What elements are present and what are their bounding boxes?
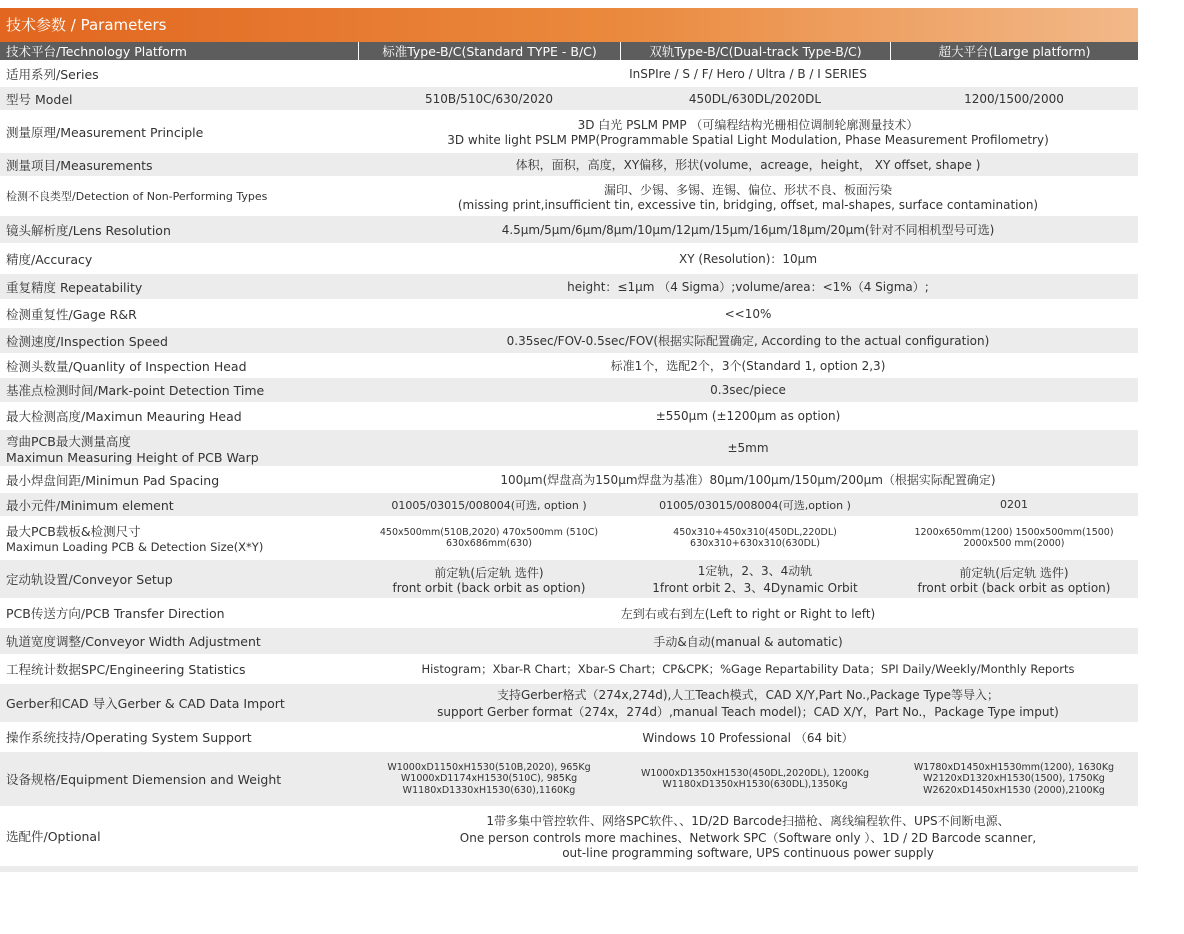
detection-line-2: (missing print,insufficient tin, excessive tin, bridging, offset, mal-shapes, surface contamination) [457,197,1039,212]
row-value: 左到右或右到左(Left to right or Right to left) [358,600,1138,628]
loading-dual [620,518,890,560]
table-row-minelement [0,493,1138,518]
row-label: 选配件/Optional [0,808,358,866]
conveyor-standard [358,560,620,600]
row-value: Histogram；Xbar-R Chart；Xbar-S Chart；CP&CPK；%Gage Repartability Data；SPI Daily/Weekly/Monthly Reports [358,656,1138,684]
row-value [358,808,1138,866]
table-row-repeatability [0,274,1138,301]
row-label: Gerber和CAD 导入Gerber & CAD Data Import [0,684,358,724]
table-row-conveyor [0,560,1138,600]
table-row-principle [0,112,1138,153]
row-value: 0.3sec/piece [358,378,1138,404]
row-label: 精度/Accuracy [0,245,358,274]
table-header-row [0,42,1138,62]
loading-large-2: 2000x500 mm(2000) [963,538,1065,549]
conveyor-standard-1: 前定轨(后定轨 选件) [434,565,544,580]
table-row-speed [0,328,1138,355]
row-label: 最小元件/Minimum element [0,493,358,518]
row-label: 检测速度/Inspection Speed [0,328,358,355]
loading-dual-2: 630x310+630x310(630DL) [690,538,820,549]
conveyor-large-1: 前定轨(后定轨 选件) [959,565,1069,580]
table-row-model [0,87,1138,112]
table-row-heads [0,355,1138,378]
row-value [358,112,1138,153]
row-label [0,518,358,560]
row-value: 体积，面积，高度，XY偏移，形状(volume，acreage，height， XY offset, shape ) [358,153,1138,178]
dimension-large-3: W2620xD1450xH1530 (2000),2100Kg [923,784,1105,796]
loading-label-1: 最大PCB载板&检测尺寸 [6,524,141,539]
loading-label-2: Maximun Loading PCB & Detection Size(X*Y) [6,540,264,554]
row-label: 轨道宽度调整/Conveyor Width Adjustment [0,628,358,656]
row-value: 标准1个，选配2个，3个(Standard 1, option 2,3) [358,355,1138,378]
optional-line-1: 1带多集中管控软件、网络SPC软件、、1D/2D Barcode扫描枪、离线编程软件、UPS不间断电源、 [486,814,1010,828]
dimension-standard-2: W1000xD1174xH1530(510C), 985Kg [400,773,578,785]
dimension-standard-3: W1180xD1330xH1530(630),1160Kg [402,784,576,796]
table-row-maxheight [0,404,1138,430]
table-row-spc [0,656,1138,684]
conveyor-large [890,560,1138,600]
table-row-loading [0,518,1138,560]
dimension-large [890,752,1138,808]
table-row-os [0,724,1138,752]
parameters-sheet [0,8,1138,872]
row-label: 工程统计数据SPC/Engineering Statistics [0,656,358,684]
table-row-transfer [0,600,1138,628]
optional-line-3: out-line programming software, UPS continuous power supply [562,846,934,860]
loading-large [890,518,1138,560]
gerber-line-1: 支持Gerber格式（274x,274d),人工Teach模式，CAD X/Y,Part No.,Package Type等导入； [496,688,1000,702]
dimension-dual [620,752,890,808]
dimension-standard-1: W1000xD1150xH1530(510B,2020), 965Kg [387,761,591,773]
row-value: ±550μm (±1200μm as option) [358,404,1138,430]
loading-standard [358,518,620,560]
table-row-accuracy [0,245,1138,274]
table-row-padspacing [0,468,1138,493]
principle-line-1: 3D 白光 PSLM PMP （可编程结构光栅相位调制轮廓测量技术） [577,118,919,132]
minelement-standard: 01005/03015/008004(可选, option ) [358,493,620,518]
row-label: 测量项目/Measurements [0,153,358,178]
table-row-gerber [0,684,1138,724]
dimension-dual-2: W1180xD1350xH1530(630DL),1350Kg [662,779,848,790]
table-row-dimension [0,752,1138,808]
table-row-warp [0,430,1138,468]
row-label: 适用系列/Series [0,62,358,87]
optional-line-2: One person controls more machines、Network SPC（Software only ）、1D / 2D Barcode scanner, [459,831,1037,845]
parameters-table [0,42,1138,866]
table-row-detection [0,178,1138,216]
row-label: 检测头数量/Quanlity of Inspection Head [0,355,358,378]
conveyor-dual-2: 1front orbit 2、3、4Dynamic Orbit [652,581,858,595]
model-large: 1200/1500/2000 [890,87,1138,112]
conveyor-large-2: front orbit (back orbit as option) [917,580,1111,595]
row-value: 100μm(焊盘高为150μm焊盘为基准）80μm/100μm/150μm/200μm（根据实际配置确定) [358,468,1138,493]
detection-line-1: 漏印、少锡、多锡、连锡、偏位、形状不良、板面污染 [603,182,892,197]
row-label: 设备规格/Equipment Diemension and Weight [0,752,358,808]
row-label: 定动轨设置/Conveyor Setup [0,560,358,600]
minelement-large: 0201 [890,493,1138,518]
header-dual: 双轨Type-B/C(Dual-track Type-B/C) [620,42,890,62]
header-platform: 技术平台/Technology Platform [0,42,358,62]
row-label: 检测重复性/Gage R&R [0,301,358,328]
row-label: 重复精度 Repeatability [0,274,358,301]
loading-dual-1: 450x310+450x310(450DL,220DL) [673,526,837,538]
warp-label-1: 弯曲PCB最大测量高度 [6,433,131,449]
principle-line-2: 3D white light PSLM PMP(Programmable Spatial Light Modulation, Phase Measurement Profilometry) [447,133,1049,147]
model-dual: 450DL/630DL/2020DL [620,87,890,112]
table-row-mark [0,378,1138,404]
row-label: 操作系统技持/Operating System Support [0,724,358,752]
minelement-dual: 01005/03015/008004(可选,option ) [620,493,890,518]
row-value: ±5mm [358,430,1138,468]
table-row-lens [0,216,1138,245]
bottom-divider [0,866,1138,872]
row-value: <<10% [358,301,1138,328]
table-row-optional [0,808,1138,866]
table-row-measurements [0,153,1138,178]
conveyor-standard-2: front orbit (back orbit as option) [392,580,586,595]
row-value: 手动&自动(manual & automatic) [358,628,1138,656]
table-row-width [0,628,1138,656]
row-label [0,430,358,468]
row-label: 测量原理/Measurement Principle [0,112,358,153]
loading-standard-2: 630x686mm(630) [446,538,532,549]
header-standard: 标准Type-B/C(Standard TYPE - B/C) [358,42,620,62]
dimension-dual-1: W1000xD1350xH1530(450DL,2020DL), 1200Kg [640,767,870,779]
table-row-series [0,62,1138,87]
row-label: 检测不良类型/Detection of Non-Performing Types [0,178,358,216]
dimension-standard [358,752,620,808]
row-value: InSPIre / S / F/ Hero / Ultra / B / I SERIES [358,62,1138,87]
row-value: height：≤1μm （4 Sigma）;volume/area：<1%（4 Sigma）; [358,274,1138,301]
loading-standard-1: 450x500mm(510B,2020) 470x500mm (510C) [379,526,599,538]
row-label: PCB传送方向/PCB Transfer Direction [0,600,358,628]
row-label: 镜头解析度/Lens Resolution [0,216,358,245]
row-label: 最大检测高度/Maximun Meauring Head [0,404,358,430]
conveyor-dual [620,560,890,600]
row-value: XY (Resolution)：10μm [358,245,1138,274]
dimension-large-2: W2120xD1320xH1530(1500), 1750Kg [923,773,1105,785]
model-standard: 510B/510C/630/2020 [358,87,620,112]
warp-label-2: Maximun Measuring Height of PCB Warp [6,449,259,465]
row-label: 最小焊盘间距/Minimun Pad Spacing [0,468,358,493]
row-label: 基准点检测时间/Mark-point Detection Time [0,378,358,404]
section-title: 技术参数 / Parameters [0,8,1138,42]
row-value: 0.35sec/FOV-0.5sec/FOV(根据实际配置确定, According to the actual configuration) [358,328,1138,355]
header-large: 超大平台(Large platform) [890,42,1138,62]
loading-large-1: 1200x650mm(1200) 1500x500mm(1500) [914,526,1114,538]
gerber-line-2: support Gerber format（274x，274d）,manual Teach model)；CAD X/Y，Part No.，Package Type imput) [437,705,1059,719]
row-label: 型号 Model [0,87,358,112]
row-value: 4.5μm/5μm/6μm/8μm/10μm/12μm/15μm/16μm/18μm/20μm(针对不同相机型号可选) [358,216,1138,245]
table-row-gage [0,301,1138,328]
row-value [358,684,1138,724]
conveyor-dual-1: 1定轨，2、3、4动轨 [697,564,813,578]
row-value: Windows 10 Professional （64 bit） [358,724,1138,752]
dimension-large-1: W1780xD1450xH1530mm(1200), 1630Kg [913,761,1115,773]
row-value [358,178,1138,216]
